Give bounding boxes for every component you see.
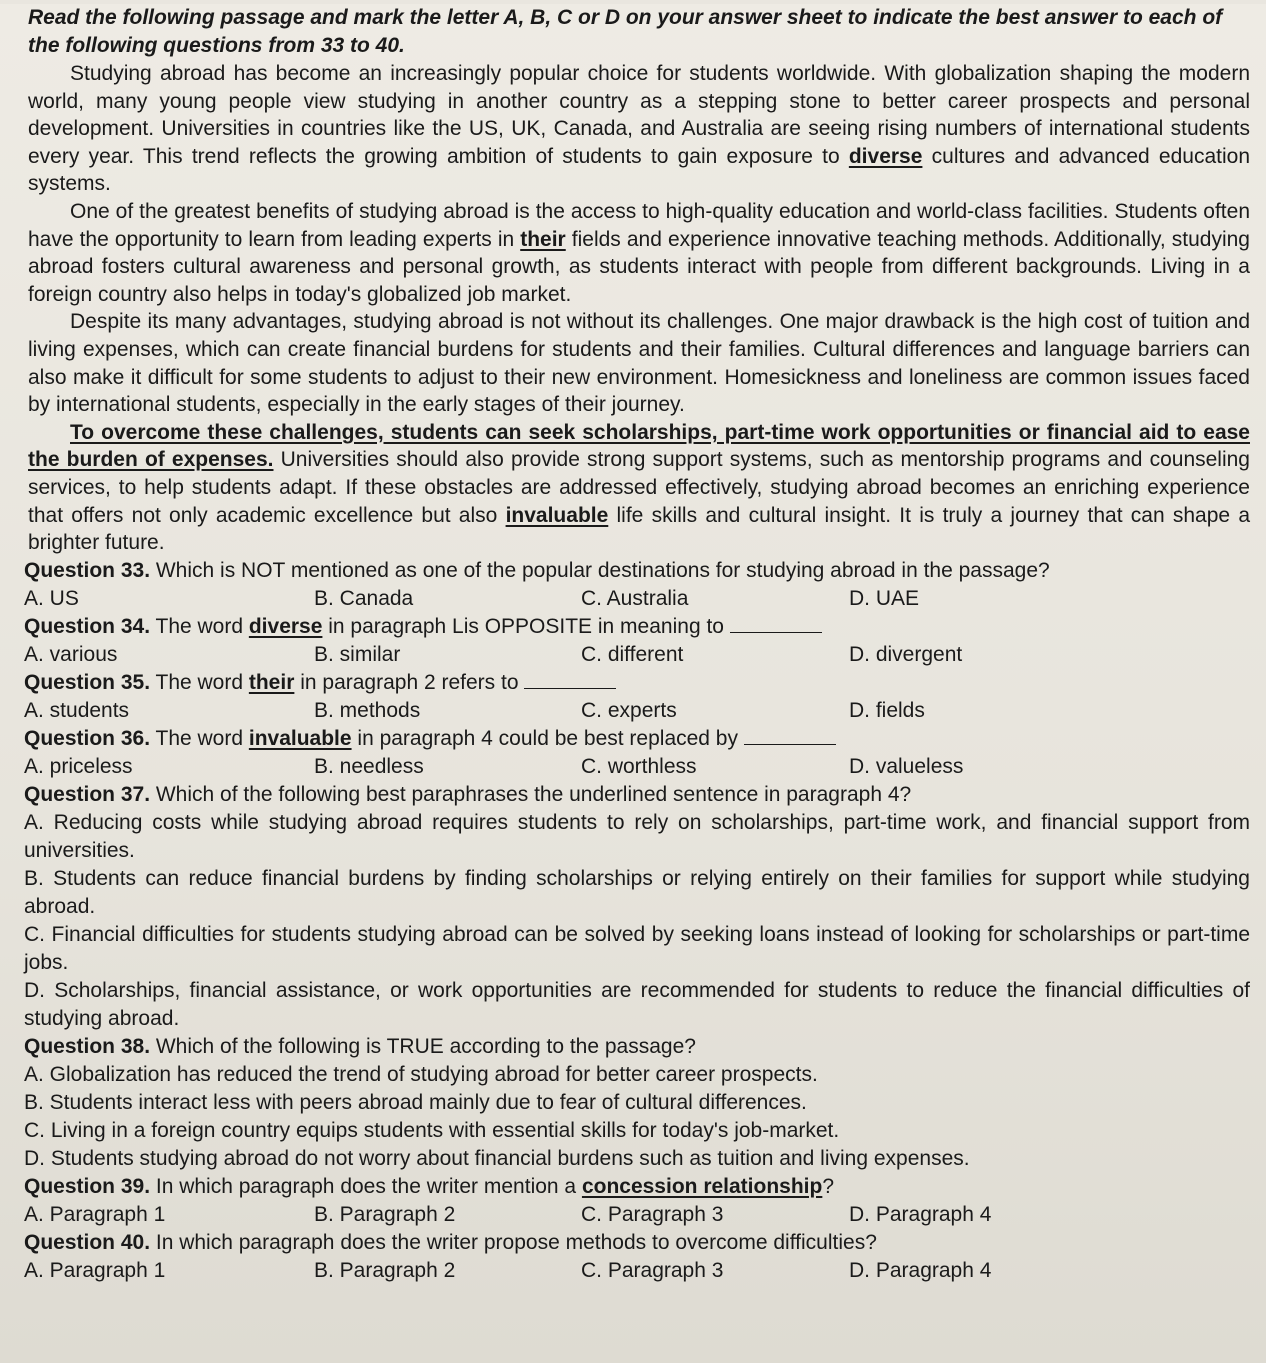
- underlined-word: their: [248, 670, 295, 694]
- option-d[interactable]: D. Students studying abroad do not worry about financial burdens such as tuition and living expenses.: [24, 1146, 970, 1170]
- question-text: The word: [150, 726, 249, 750]
- question-text: Which of the following best paraphrases the underlined sentence in paragraph 4?: [150, 782, 912, 806]
- question-36-stem: [24, 725, 1250, 753]
- instructions: Read the following passage and mark the letter A, B, C or D on your answer sheet to indicate the best answer to each of the following questions from 33 to 40.: [28, 6, 1223, 57]
- p2-text-before: One of the greatest benefits of studying abroad is the access to high-quality education and world-class facilities. Students often have the opportunity to learn from leading experts in: [28, 199, 1250, 251]
- option-d[interactable]: D. valueless: [849, 754, 964, 778]
- option-b[interactable]: B. Paragraph 2: [314, 1258, 456, 1282]
- options: [24, 753, 1250, 781]
- option-c[interactable]: C. Paragraph 3: [581, 1202, 724, 1226]
- option-b[interactable]: B. Students can reduce financial burdens by finding scholarships or relying entirely on their families for support while studying abroad.: [24, 866, 1250, 918]
- p4-text-after: life skills and cultural insight. It is truly a journey that can shape a brighter future.: [28, 503, 1250, 555]
- question-38: [24, 1033, 1250, 1173]
- option-b[interactable]: B. Paragraph 2: [314, 1202, 456, 1226]
- option-a[interactable]: A. students: [24, 698, 130, 722]
- option-d[interactable]: D. Paragraph 4: [849, 1258, 992, 1282]
- question-33-stem: [24, 557, 1250, 585]
- option-a[interactable]: A. priceless: [24, 754, 133, 778]
- paragraph-4: [28, 419, 1250, 557]
- question-33: [24, 557, 1250, 613]
- worksheet-page: [0, 4, 1266, 1363]
- question-text: The word: [150, 614, 249, 638]
- question-text: ?: [822, 1174, 835, 1198]
- option-c[interactable]: C. different: [581, 642, 684, 666]
- question-34: [24, 613, 1250, 669]
- question-37-stem: [24, 781, 1250, 809]
- question-38-stem: [24, 1033, 1250, 1061]
- question-35: [24, 669, 1250, 725]
- question-text: In which paragraph does the writer mention a: [150, 1174, 582, 1198]
- option-d[interactable]: D. UAE: [849, 586, 920, 610]
- underlined-phrase: concession relationship: [581, 1174, 823, 1198]
- options: [24, 641, 1250, 669]
- option-d[interactable]: D. Scholarships, financial assistance, or work opportunities are recommended for students to reduce the financial difficulties of studying abroad.: [24, 978, 1250, 1030]
- paragraph-1: [28, 60, 1250, 198]
- option-a[interactable]: A. US: [24, 586, 79, 610]
- option-b[interactable]: B. needless: [314, 754, 424, 778]
- question-number: Question 39.: [24, 1174, 151, 1198]
- underlined-word: invaluable: [248, 726, 352, 750]
- p1-text-after: cultures and advanced education systems.: [28, 144, 1250, 196]
- option-c[interactable]: C. worthless: [581, 754, 697, 778]
- question-number: Question 34.: [24, 614, 151, 638]
- question-40-stem: [24, 1229, 1250, 1257]
- underlined-word-diverse: diverse: [848, 144, 923, 168]
- question-number: Question 38.: [24, 1034, 151, 1058]
- question-text: Which of the following is TRUE according to the passage?: [150, 1034, 696, 1058]
- question-text: The word: [150, 670, 249, 694]
- underlined-word-their: their: [520, 227, 566, 251]
- paragraph-2: [28, 198, 1250, 308]
- question-35-stem: [24, 669, 1250, 697]
- option-a[interactable]: A. Reducing costs while studying abroad requires students to rely on scholarships, part-time work, and financial support from universities.: [24, 810, 1250, 862]
- underlined-sentence: To overcome these challenges, students can seek scholarships, part-time work opportunities or financial aid to ease the burden of expenses.: [28, 420, 1250, 472]
- option-d[interactable]: D. Paragraph 4: [849, 1202, 992, 1226]
- option-c[interactable]: C. Living in a foreign country equips students with essential skills for today's job-market.: [24, 1118, 840, 1142]
- options: [24, 1201, 1250, 1229]
- question-34-stem: [24, 613, 1250, 641]
- question-text: Which is NOT mentioned as one of the popular destinations for studying abroad in the passage?: [150, 558, 1050, 582]
- options: [24, 697, 1250, 725]
- p4-text-middle: Universities should also provide strong support systems, such as mentorship programs and counseling services, to help students adapt. If these obstacles are addressed effectively, studying abroad becomes an enriching experience that offers not only academic excellence but also: [28, 448, 1250, 527]
- question-37: [24, 781, 1250, 1033]
- question-text: in paragraph 4 could be best replaced by: [351, 726, 744, 750]
- question-39: [24, 1173, 1250, 1229]
- question-number: Question 33.: [24, 558, 151, 582]
- option-c[interactable]: C. Paragraph 3: [581, 1258, 724, 1282]
- option-b[interactable]: B. similar: [314, 642, 401, 666]
- question-text: in paragraph 2 refers to: [294, 670, 525, 694]
- option-b[interactable]: B. Canada: [314, 586, 414, 610]
- option-d[interactable]: D. divergent: [849, 642, 963, 666]
- question-39-stem: [24, 1173, 1250, 1201]
- question-number: Question 35.: [24, 670, 151, 694]
- p2-text-after: fields and experience innovative teaching methods. Additionally, studying abroad fosters cultural awareness and personal growth, as students interact with people from different backgrounds. Living in a foreign country also helps in today's globalized job market.: [28, 227, 1250, 306]
- option-b[interactable]: B. methods: [314, 698, 421, 722]
- option-c[interactable]: C. Australia: [581, 586, 689, 610]
- question-number: Question 37.: [24, 782, 151, 806]
- question-text: In which paragraph does the writer propose methods to overcome difficulties?: [150, 1230, 877, 1254]
- option-a[interactable]: A. various: [24, 642, 118, 666]
- question-number: Question 40.: [24, 1230, 151, 1254]
- reading-passage: [28, 60, 1250, 557]
- p1-text-before: Studying abroad has become an increasingly popular choice for students worldwide. With globalization shaping the modern world, many young people view studying in another country as a stepping stone to better career prospects and personal development. Universities in countries like the US, UK, Canada, and Australia are seeing rising numbers of international students every year. This trend reflects the growing ambition of students to gain exposure to: [28, 62, 1250, 168]
- options: [24, 585, 1250, 613]
- option-c[interactable]: C. experts: [581, 698, 677, 722]
- options: [24, 1257, 1250, 1285]
- option-b[interactable]: B. Students interact less with peers abroad mainly due to fear of cultural differences.: [24, 1090, 807, 1114]
- option-c[interactable]: C. Financial difficulties for students studying abroad can be solved by seeking loans instead of looking for scholarships or part-time jobs.: [24, 922, 1250, 974]
- question-40: [24, 1229, 1250, 1285]
- answer-blank: [524, 670, 616, 689]
- option-a[interactable]: A. Globalization has reduced the trend of studying abroad for better career prospects.: [24, 1062, 818, 1086]
- option-a[interactable]: A. Paragraph 1: [24, 1258, 166, 1282]
- underlined-word: diverse: [248, 614, 323, 638]
- question-number: Question 36.: [24, 726, 151, 750]
- underlined-word-invaluable: invaluable: [505, 503, 609, 527]
- answer-blank: [730, 614, 822, 633]
- question-36: [24, 725, 1250, 781]
- option-d[interactable]: D. fields: [849, 698, 925, 722]
- paragraph-3: Despite its many advantages, studying abroad is not without its challenges. One major drawback is the high cost of tuition and living expenses, which can create financial burdens for students and their families. Cultural differences and language barriers can also make it difficult for some students to adjust to their new environment. Homesickness and loneliness are common issues faced by international students, especially in the early stages of their journey.: [28, 310, 1250, 417]
- option-a[interactable]: A. Paragraph 1: [24, 1202, 166, 1226]
- answer-blank: [744, 726, 836, 745]
- question-text: in paragraph Lis OPPOSITE in meaning to: [322, 614, 730, 638]
